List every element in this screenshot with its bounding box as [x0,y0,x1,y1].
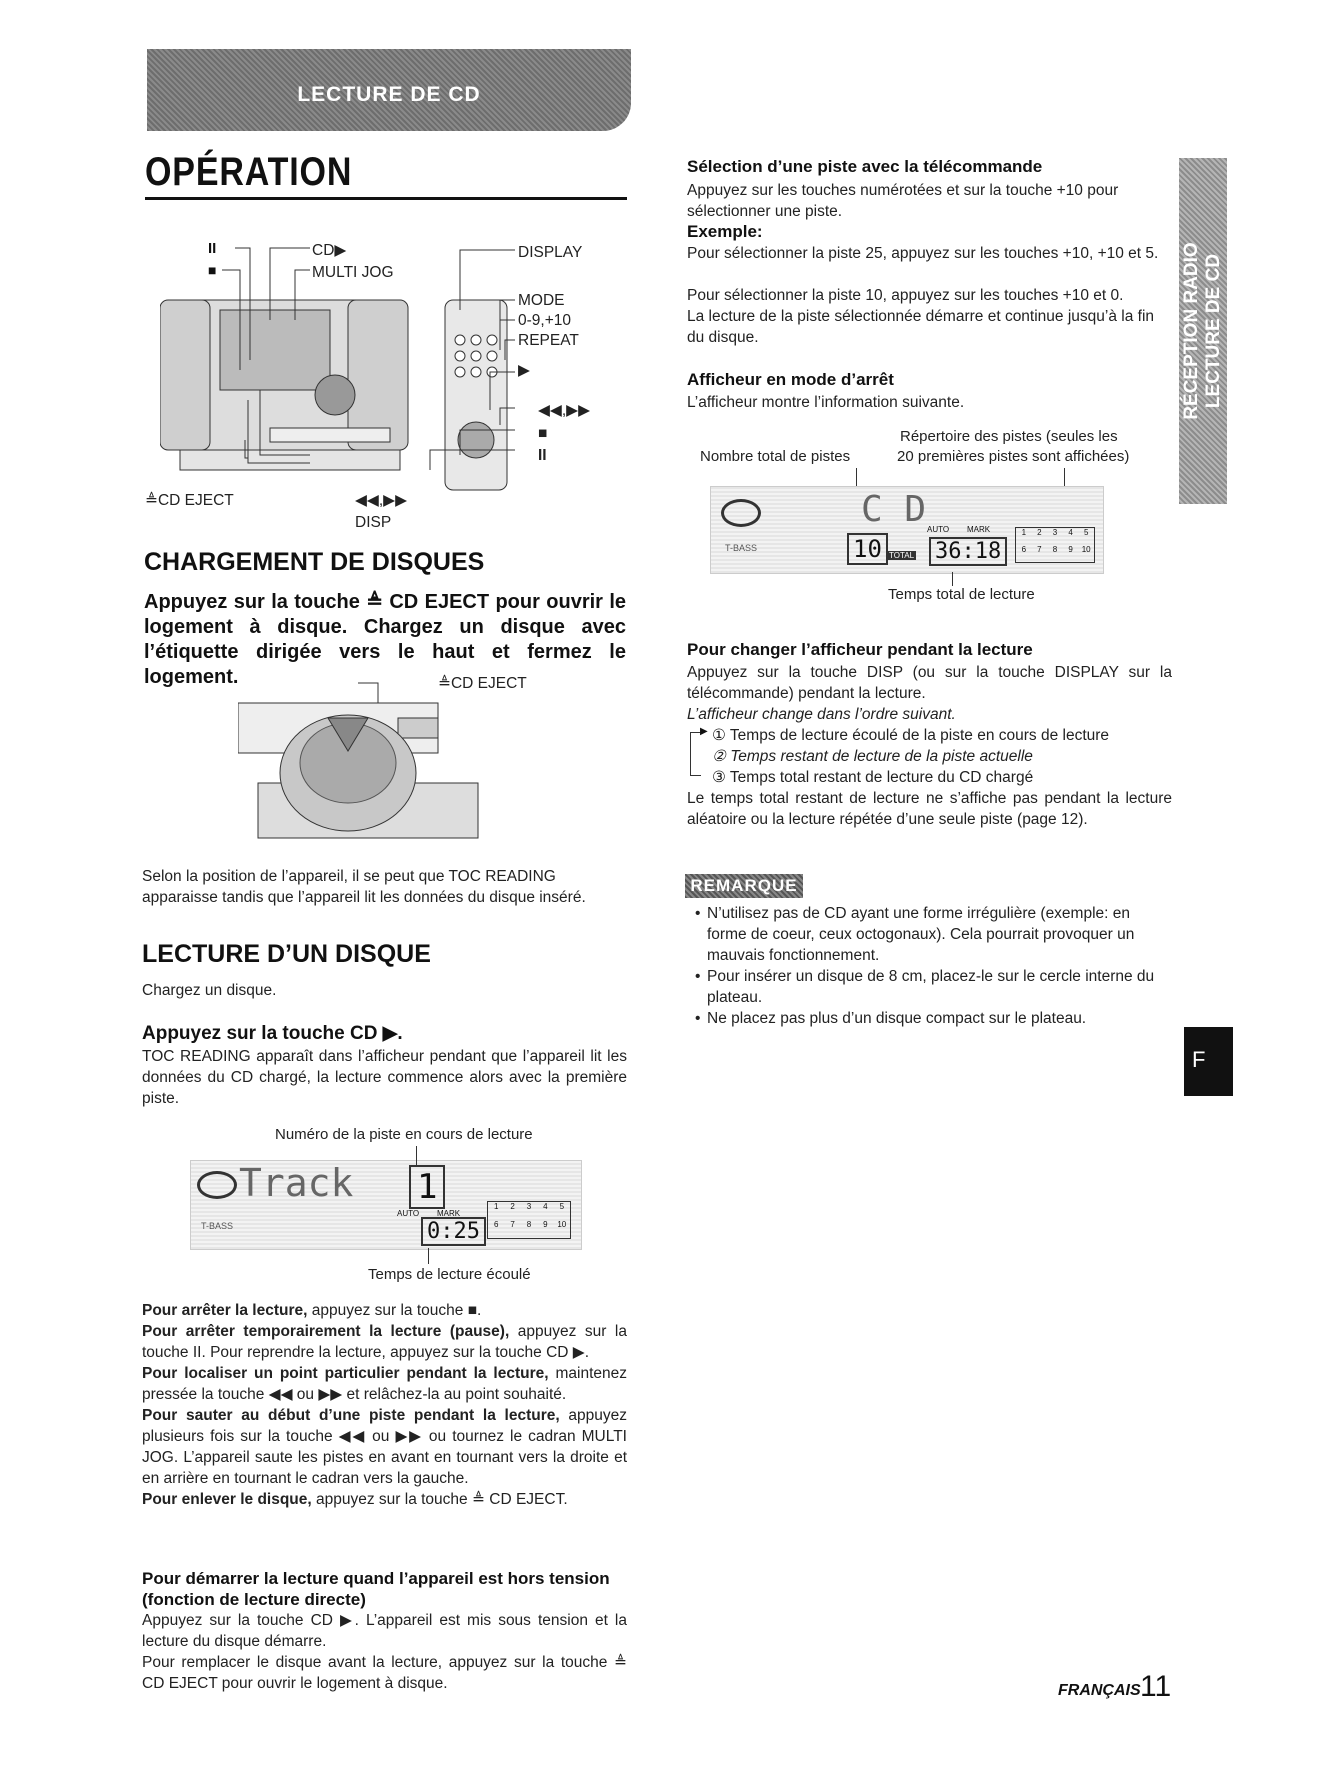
list-item: • Ne placez pas plus d’un disque compact sur le plateau. [707,1008,1170,1029]
lecture-intro: Chargez un disque. [142,982,277,999]
unit-remote-diagram [145,240,630,540]
elapsed-time: 0:25 [421,1217,486,1246]
total-tracks: 10 [847,533,888,565]
header-banner [147,49,631,131]
change-display-text: Appuyez sur la touche DISP (ou sur la touche DISPLAY sur la télécommande) pendant la lecture. [687,664,1172,702]
grid-cell: 3 [526,1202,532,1211]
direct-play-heading: Pour démarrer la lecture quand l’appareil est hors tension (fonction de lecture directe) [142,1569,610,1609]
instruction-skip: Pour sauter au début d’une piste pendant la lecture, appuyez plusieurs fois sur la touche ◀◀ ou ▶▶ ou tournez le cadran MULTI JOG. L’appareil saute les pistes en avant en tournant vers la droite et en arrière en tournant le cadran vers la gauche. [142,1407,627,1487]
label-cd-play: CD▶ [312,242,347,259]
stop-label-left: Nombre total de pistes [700,448,851,465]
display-mark: MARK [967,525,991,534]
lecture-text: TOC READING apparaît dans l’afficheur pendant que l’appareil lit les données du CD chargé, la lecture commence alors avec la première piste. [142,1048,627,1107]
grid-cell: 2 [1037,528,1042,537]
side-tab-line1: RÉCEPTION RADIO [1181,242,1202,420]
grid-cell: 7 [1037,545,1042,554]
remarque-badge [685,874,803,898]
lecture-heading: LECTURE D’UN DISQUE [142,940,431,968]
side-tab [1179,158,1227,504]
display-auto: AUTO [927,525,950,534]
cycle-item: ② Temps restant de lecture de la piste actuelle [712,748,1033,765]
change-display-heading: Pour changer l’afficheur pendant la lecture [687,640,1033,659]
section-tab [1184,1027,1233,1096]
grid-cell: 6 [493,1220,499,1229]
example-3: La lecture de la piste sélectionnée démarre et continue jusqu’à la fin du disque. [687,308,1155,346]
example-label: Exemple: [687,222,763,241]
track-number: 1 [409,1165,445,1209]
track-display-top-label: Numéro de la piste en cours de lecture [275,1126,533,1143]
instruction-remove: Pour enlever le disque, appuyez sur la touche ≜ CD EJECT. [142,1491,568,1508]
label-disp: DISP [355,514,392,531]
page-number: 11 [1140,1670,1172,1703]
change-display-list [712,725,1109,788]
chargement-note: Selon la position de l’appareil, il se peut que TOC READING apparaisse tandis que l’appareil lit les données du disque inséré. [142,868,586,906]
track-grid [1015,527,1095,563]
instruction-locate: Pour localiser un point particulier pendant la lecture, maintenez pressée la touche ◀◀ ou ▶▶ et relâchez-la au point souhaité. [142,1365,627,1403]
label-display: DISPLAY [518,244,583,261]
stop-cd-text: C D [861,489,927,530]
stop-display [710,486,1104,574]
grid-cell: 10 [557,1220,567,1229]
lecture-sub: Appuyez sur la touche CD ▶. [142,1023,403,1044]
grid-cell: 10 [1081,545,1091,554]
label-mode: MODE [518,292,565,309]
grid-cell: 9 [1068,545,1073,554]
disc-icon [197,1171,237,1199]
label-stop: ■ [208,262,217,278]
grid-cell: 3 [1052,528,1058,537]
label-numbers: 0-9,+10 [518,312,572,329]
display-mark: MARK [437,1209,461,1218]
grid-cell: 6 [1021,545,1027,554]
disc-loading-diagram [238,673,568,843]
remarque-title: REMARQUE [690,876,798,895]
label-multi-jog: MULTI JOG [312,264,394,281]
footer-language: FRANÇAIS [1058,1682,1141,1699]
grid-cell: 4 [1068,528,1073,537]
label-pause: II [208,240,217,257]
grid-cell: 9 [543,1220,548,1229]
grid-cell: 7 [510,1220,515,1229]
list-item: • N’utilisez pas de CD ayant une forme irrégulière (exemple: en forme de coeur, ceux octogonaux). Cela pourrait provoquer un mauvais fonctionnement. [707,903,1170,966]
display-auto: AUTO [397,1209,420,1218]
disc-icon [721,499,761,527]
time-pointer-line [428,1248,429,1264]
label-remote-pause: II [538,447,547,464]
track-pointer-line [416,1146,417,1166]
track-display [190,1160,582,1250]
label-skip: ◀◀,▶▶ [538,402,590,419]
remote-heading: Sélection d’une piste avec la télécommande [687,157,1043,176]
list-item: • Pour insérer un disque de 8 cm, placez-le sur le cercle interne du plateau. [707,966,1170,1008]
stop-label-right-1: Répertoire des pistes (seules les [900,428,1118,445]
grid-cell: 5 [1083,528,1089,537]
banner-title: LECTURE DE CD [297,83,481,106]
stop-label-right-2: 20 premières pistes sont affichées) [897,448,1130,465]
example-1: Pour sélectionner la piste 25, appuyez sur les touches +10, +10 et 5. [687,245,1159,262]
display-tbass: T-BASS [725,543,758,553]
change-display-italic: L’afficheur change dans l’ordre suivant. [687,706,956,723]
track-grid [487,1201,571,1239]
grid-cell: 1 [1021,528,1027,537]
instruction-stop: Pour arrêter la lecture, appuyez sur la touche ■. [142,1302,482,1319]
instruction-pause: Pour arrêter temporairement la lecture (pause), appuyez sur la touche II. Pour reprendre la lecture, appuyez sur la touche CD ▶. [142,1323,627,1361]
disc-tray-illustration [238,673,568,843]
label-repeat: REPEAT [518,332,579,349]
direct-play-text2: Pour remplacer le disque avant la lecture, appuyez sur la touche ≜ CD EJECT pour ouvrir le logement à disque. [142,1654,627,1692]
track-display-bottom-label: Temps de lecture écoulé [368,1266,531,1283]
label-remote-stop: ■ [538,425,548,442]
section-tab-label: F [1192,1047,1206,1072]
display-tbass: T-BASS [201,1221,234,1231]
chargement-lead: Appuyez sur la touche ≜ CD EJECT pour ouvrir le logement à disque. Chargez un disque avec l’étiquette dirigée vers le haut et fermez le logement. [144,591,626,688]
grid-cell: 8 [1052,545,1058,554]
grid-cell: 2 [510,1202,515,1211]
change-display-note: Le temps total restant de lecture ne s’affiche pas pendant la lecture aléatoire ou la lecture répétée d’une seule piste (page 12). [687,790,1172,828]
diagram2-cd-eject-label: ≜CD EJECT [438,675,527,692]
page-title: OPÉRATION [145,150,353,194]
stop-display-text: L’afficheur montre l’information suivante. [687,394,965,411]
cycle-item: ① Temps de lecture écoulé de la piste en cours de lecture [712,727,1110,744]
grid-cell: 8 [526,1220,532,1229]
example-2: Pour sélectionner la piste 10, appuyez sur les touches +10 et 0. [687,287,1124,304]
stop-display-heading: Afficheur en mode d’arrêt [687,370,894,389]
instruction-list [142,1300,627,1510]
stop-label-bottom: Temps total de lecture [888,586,1035,603]
stop-bottom-pointer [952,572,953,586]
cycle-item: ③ Temps total restant de lecture du CD chargé [712,769,1034,786]
total-time: 36:18 [929,537,1007,566]
cycle-arrow [690,732,701,776]
remote-text: Appuyez sur les touches numérotées et sur la touche +10 pour sélectionner une piste. [687,182,1119,220]
chargement-heading: CHARGEMENT DE DISQUES [144,548,485,576]
grid-cell: 4 [543,1202,548,1211]
grid-cell: 5 [559,1202,565,1211]
side-tab-line2: LECTURE DE CD [1203,253,1224,409]
remarque-list [695,903,1170,1029]
track-word: Track [239,1161,354,1205]
cycle-arrow-head: ▶ [700,726,708,737]
label-cd-eject: ≜CD EJECT [145,492,234,509]
grid-cell: 1 [493,1202,499,1211]
total-label: TOTAL [889,551,915,560]
label-play: ▶ [518,362,530,379]
direct-play-text1: Appuyez sur la touche CD ▶. L’appareil est mis sous tension et la lecture du disque démarre. [142,1612,627,1650]
title-rule [145,197,627,200]
label-unit-skip: ◀◀,▶▶ [355,492,407,509]
